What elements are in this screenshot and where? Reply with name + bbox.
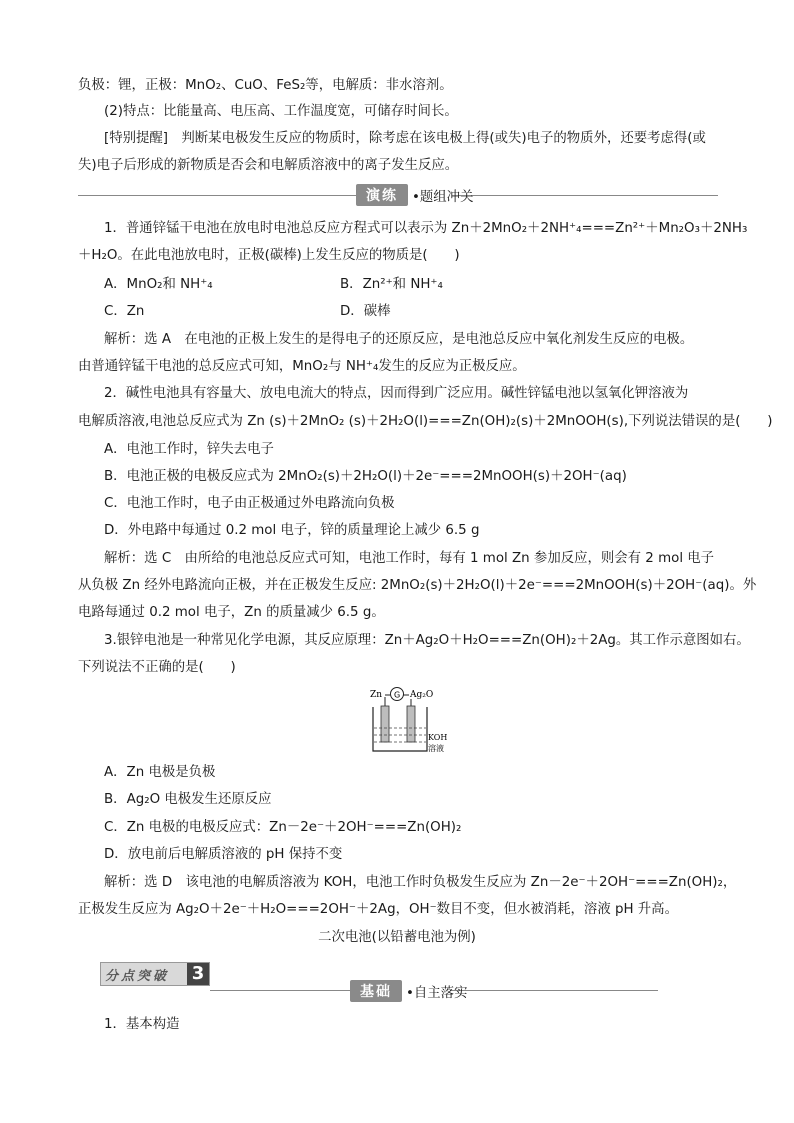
option-c: C．Zn <box>104 304 145 319</box>
option-d: D．碳棒 <box>340 304 391 319</box>
basics-tag: 基础 <box>350 980 402 1002</box>
text-line: 1．基本构造 <box>104 1017 180 1032</box>
option-b: B．电池正极的电极反应式为 2MnO₂(s)＋2H₂O(l)＋2e⁻===2MnOOH(s)＋2OH⁻(aq) <box>104 469 627 484</box>
zn-label: Zn <box>370 690 383 700</box>
option-c: C．电池工作时，电子由正极通过外电路流向负极 <box>104 496 395 511</box>
text-line: 负极：锂，正极：MnO₂、CuO、FeS₂等，电解质：非水溶剂。 <box>78 78 453 93</box>
question-stem: 下列说法不正确的是( ) <box>78 660 236 675</box>
text-line: (2)特点：比能量高、电压高、工作温度宽，可储存时间长。 <box>104 104 458 119</box>
question-stem: 3.银锌电池是一种常见化学电源，其反应原理：Zn＋Ag₂O＋H₂O===Zn(OH)₂＋2Ag。其工作示意图如右。 <box>104 633 750 648</box>
section-badge-label: 分点突破 <box>105 968 170 984</box>
option-d: D．外电路中每通过 0.2 mol 电子，锌的质量理论上减少 6.5 g <box>104 523 480 538</box>
silver-zinc-cell-diagram <box>365 683 457 755</box>
practice-subtitle: •题组冲关 <box>412 189 474 205</box>
question-stem: 2．碱性电池具有容量大、放电电流大的特点，因而得到广泛应用。碱性锌锰电池以氢氧化钾溶液为 <box>104 386 689 401</box>
option-a: A．MnO₂和 NH⁺₄ <box>104 277 213 292</box>
text-line: [特别提醒] 判断某电极发生反应的物质时，除考虑在该电极上得(或失)电子的物质外，还要考虑得(或 <box>104 131 706 146</box>
explanation: 解析：选 D 该电池的电解质溶液为 KOH，电池工作时负极发生反应为 Zn－2e⁻＋2OH⁻===Zn(OH)₂， <box>104 875 737 890</box>
explanation: 正极发生反应为 Ag₂O＋2e⁻＋H₂O===2OH⁻＋2Ag，OH⁻数目不变，但水被消耗，溶液 pH 升高。 <box>78 902 678 917</box>
divider <box>78 195 356 196</box>
option-d: D．放电前后电解质溶液的 pH 保持不变 <box>104 847 343 862</box>
question-stem: 1．普通锌锰干电池在放电时电池总反应方程式可以表示为 Zn＋2MnO₂＋2NH⁺₄===Zn²⁺＋Mn₂O₃＋2NH₃ <box>104 221 748 236</box>
ag2o-electrode <box>407 706 415 742</box>
question-stem: ＋H₂O。在此电池放电时，正极(碳棒)上发生反应的物质是( ) <box>78 248 460 263</box>
option-b: B．Zn²⁺和 NH⁺₄ <box>340 277 443 292</box>
zn-electrode <box>381 706 389 742</box>
section-badge-number: 3 <box>187 963 209 985</box>
divider <box>450 990 658 991</box>
option-a: A．Zn 电极是负极 <box>104 765 216 780</box>
option-a: A．电池工作时，锌失去电子 <box>104 442 274 457</box>
explanation: 由普通锌锰干电池的总反应式可知，MnO₂与 NH⁺₄发生的反应为正极反应。 <box>78 359 526 374</box>
solution-label: 溶液 <box>428 744 444 753</box>
explanation: 电路每通过 0.2 mol 电子，Zn 的质量减少 6.5 g。 <box>78 605 385 620</box>
explanation: 从负极 Zn 经外电路流向正极，并在正极发生反应: 2MnO₂(s)＋2H₂O(l)＋2e⁻===2MnOOH(s)＋2OH⁻(aq)。外 <box>78 578 757 593</box>
section-title: 二次电池(以铅蓄电池为例) <box>318 930 476 945</box>
question-stem: 电解质溶液,电池总反应式为 Zn (s)＋2MnO₂ (s)＋2H₂O(l)===Zn(OH)₂(s)＋2MnOOH(s),下列说法错误的是( ) <box>78 414 773 429</box>
section-badge <box>100 962 210 986</box>
ag2o-label: Ag₂O <box>410 690 434 700</box>
galvanometer-label: G <box>394 690 401 700</box>
koh-label: KOH <box>428 733 448 742</box>
practice-tag: 演练 <box>356 184 408 206</box>
text-line: 失)电子后形成的新物质是否会和电解质溶液中的离子发生反应。 <box>78 158 459 173</box>
basics-subtitle: •自主落实 <box>406 985 468 1001</box>
divider <box>210 990 350 991</box>
option-c: C．Zn 电极的电极反应式：Zn－2e⁻＋2OH⁻===Zn(OH)₂ <box>104 820 462 835</box>
divider <box>452 195 718 196</box>
explanation: 解析：选 A 在电池的正极上发生的是得电子的还原反应，是电池总反应中氧化剂发生反应的电极。 <box>104 332 694 347</box>
basics-banner <box>350 980 467 1002</box>
option-b: B．Ag₂O 电极发生还原反应 <box>104 792 272 807</box>
explanation: 解析：选 C 由所给的电池总反应式可知，电池工作时，每有 1 mol Zn 参加反应，则会有 2 mol 电子 <box>104 551 715 566</box>
practice-banner <box>356 184 473 206</box>
